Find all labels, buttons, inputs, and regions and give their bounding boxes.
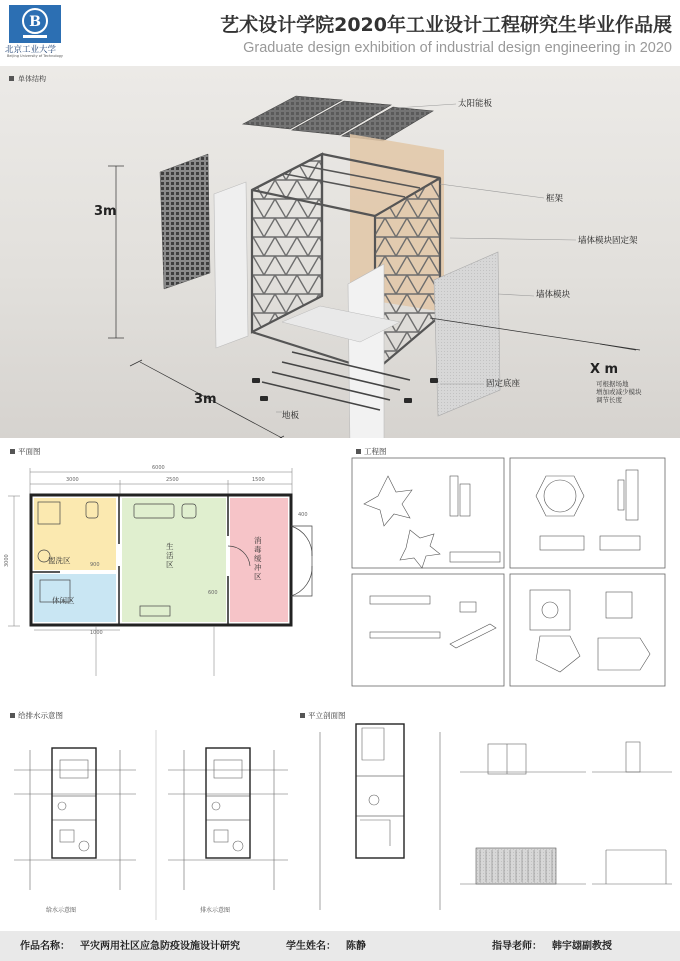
poster-title: 艺术设计学院2020年工业设计工程研究生毕业作品展	[220, 14, 672, 36]
svg-text:6000: 6000	[152, 465, 165, 471]
svg-text:1500: 1500	[252, 477, 265, 483]
advisor-name: 韩宇翃副教授	[552, 941, 612, 952]
svg-text:400: 400	[298, 512, 308, 518]
exploded-diagram	[0, 66, 680, 438]
zone-wash	[34, 498, 116, 570]
zone-label-rest: 休闲区	[52, 596, 75, 605]
wall-module-right	[348, 264, 384, 438]
section-label-floor-plan: 平面图	[10, 446, 41, 457]
grid-wall-panel	[434, 252, 500, 416]
work-name-label: 作品名称：	[20, 941, 70, 952]
wall-module-left	[214, 182, 248, 348]
fixed-bases	[252, 378, 438, 403]
mesh-wall-panel	[160, 154, 210, 289]
svg-text:B: B	[29, 14, 41, 30]
section-label-elevation: 平立剖面图	[300, 710, 346, 721]
caption-drainage: 排水示意图	[200, 907, 231, 914]
svg-text:1000: 1000	[90, 630, 103, 636]
zone-label-disinfect: 消毒缓冲区	[254, 536, 262, 581]
callout-wall-bracket: 墙体模块固定架	[578, 236, 638, 246]
work-name: 平灾两用社区应急防疫设施设计研究	[80, 941, 240, 952]
zone-label-wash: 盥洗区	[48, 556, 71, 565]
solar-panels	[243, 96, 433, 141]
floor-plan-drawing	[0, 456, 340, 692]
elevation-drawings	[300, 720, 674, 926]
section-label-engineering: 工程图	[356, 446, 387, 457]
student-name-label: 学生姓名：	[286, 941, 336, 952]
width-dimension: 3m	[194, 392, 217, 407]
svg-text:单体结构: 单体结构	[18, 75, 46, 83]
svg-text:2500: 2500	[166, 477, 179, 483]
section-label-structure	[9, 74, 46, 83]
callout-wall-module: 墙体模块	[536, 290, 571, 300]
exploded-structure-render	[0, 66, 680, 438]
advisor-label: 指导老师：	[492, 941, 542, 952]
length-dimension: X m	[590, 362, 619, 377]
zone-rest	[34, 574, 116, 622]
drawing-sheet-3	[352, 574, 504, 686]
poster-subtitle: Graduate design exhibition of industrial design engineering in 2020	[243, 40, 672, 56]
drawing-sheet-2	[510, 458, 665, 568]
section-label-water: 给排水示意图	[10, 710, 63, 721]
callout-floor: 地板	[282, 411, 300, 421]
poster-header	[0, 0, 680, 72]
student-name: 陈静	[346, 941, 366, 952]
university-logo	[3, 2, 63, 58]
drawing-sheet-1	[352, 458, 504, 568]
caption-water-supply: 给水示意图	[46, 907, 77, 914]
svg-text:3000: 3000	[4, 554, 10, 567]
callout-solar-panel: 太阳能板	[458, 99, 493, 109]
zone-label-living: 生活区	[166, 542, 174, 569]
logo-emblem	[9, 5, 61, 43]
callout-frame: 框架	[546, 194, 564, 204]
svg-text:3000: 3000	[66, 477, 79, 483]
svg-text:600: 600	[208, 590, 218, 596]
engineering-drawings	[350, 456, 670, 692]
university-name-en: Beijing University of Technology	[7, 54, 63, 58]
length-note: 可根据场地 增加或减少模块 调节长度	[596, 380, 642, 404]
university-name: 北京工业大学	[5, 45, 57, 55]
water-diagrams	[0, 720, 296, 926]
callout-fixed-base: 固定底座	[486, 379, 521, 389]
svg-text:900: 900	[90, 562, 100, 568]
height-dimension: 3m	[94, 204, 117, 219]
